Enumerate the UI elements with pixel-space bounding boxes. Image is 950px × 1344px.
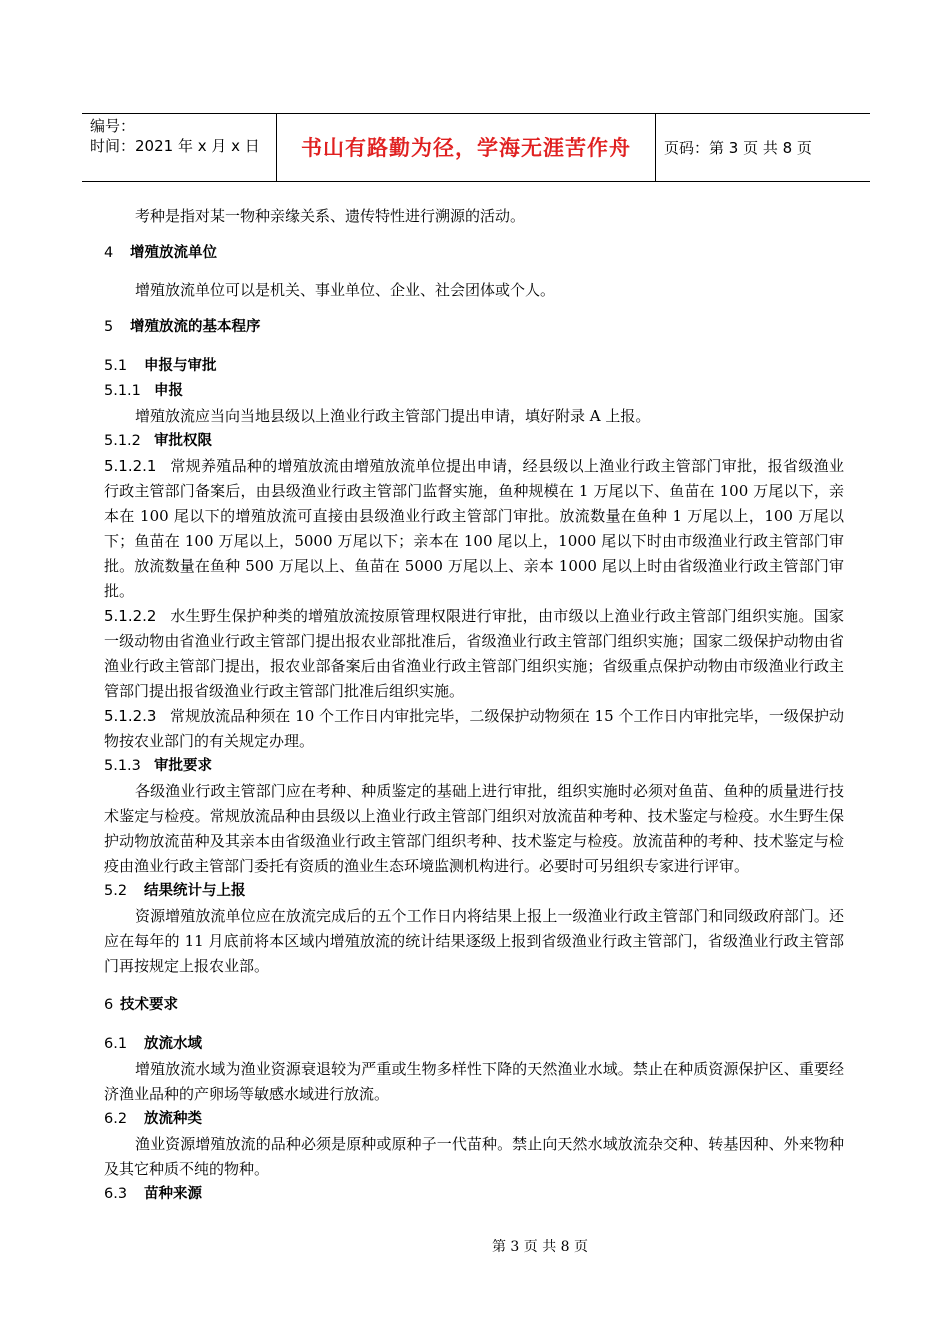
section-title: 审批权限 [154, 433, 212, 449]
clause-number: 5.1.2.2 [104, 607, 157, 625]
page-footer: 第 3 页 共 8 页 [491, 1239, 589, 1255]
header-meta [90, 116, 260, 156]
section-title: 申报与审批 [144, 358, 217, 374]
section-number: 5.1.3 [104, 758, 141, 774]
section-title: 增殖放流的基本程序 [130, 319, 261, 335]
header-divider-left [276, 113, 277, 181]
section-5-2-heading [104, 879, 844, 904]
section-number: 5.1 [104, 358, 128, 374]
clause-text: 水生野生保护种类的增殖放流按原管理权限进行审批，由市级以上渔业行政主管部门组织实施。国家一级动物由省渔业行政主管部门提出报农业部批准后，省级渔业行政主管部门组织实施；国家二级保护动物由省渔业行政主管部门提出，报农业部备案后由省渔业行政主管部门组织实施；省级重点保护动物由市级渔业行政主管部门提出报省级渔业行政主管部门批准后组织实施。 [104, 607, 844, 700]
section-number: 5.2 [104, 883, 128, 899]
section-5-heading [104, 315, 844, 340]
section-5-1-3-heading [104, 754, 844, 779]
section-number: 5.1.2 [104, 433, 141, 449]
clause-number: 5.1.2.3 [104, 707, 157, 725]
section-number: 6.1 [104, 1036, 128, 1052]
section-5-1-1-heading [104, 379, 844, 404]
section-5-1-2-3 [104, 704, 844, 754]
section-4-text: 增殖放流单位可以是机关、事业单位、企业、社会团体或个人。 [135, 281, 556, 299]
document-number-label: 编号： [90, 117, 136, 135]
section-5-1-3-text: 各级渔业行政主管部门应在考种、种质鉴定的基础上进行审批，组织实施时必须对鱼苗、鱼种的质量进行技术鉴定与检疫。常规放流品种由县级以上渔业行政主管部门组织对放流苗种考种、技术鉴定与检疫。水生野生保护动物放流苗种及其亲本由省级渔业行政主管部门组织考种、技术鉴定与检疫。放流苗种的考种、技术鉴定与检疫由渔业行政主管部门委托有资质的渔业生态环境监测机构进行。必要时可另组织专家进行评审。 [104, 782, 844, 875]
header-bottom-rule [82, 181, 870, 182]
section-5-1-2-2 [104, 604, 844, 704]
section-title: 审批要求 [154, 758, 212, 774]
section-6-heading [104, 993, 844, 1018]
section-title: 结果统计与上报 [144, 883, 246, 899]
section-6-3-heading [104, 1182, 844, 1207]
document-date: 时间：2021 年 x 月 x 日 [90, 137, 260, 155]
clause-number: 5.1.2.1 [104, 457, 157, 475]
header-divider-right [655, 113, 656, 181]
section-number: 6 [104, 997, 114, 1013]
section-5-1-heading [104, 354, 844, 379]
section-6-2-text: 渔业资源增殖放流的品种必须是原种或原种子一代苗种。禁止向天然水域放流杂交种、转基因种、外来物种及其它种质不纯的物种。 [104, 1135, 844, 1178]
section-6-1-text: 增殖放流水域为渔业资源衰退较为严重或生物多样性下降的天然渔业水域。禁止在种质资源保护区、重要经济渔业品种的产卵场等敏感水域进行放流。 [104, 1060, 844, 1103]
section-5-1-2-1 [104, 454, 844, 604]
header-page-info: 页码：第 3 页 共 8 页 [664, 139, 812, 157]
section-title: 增殖放流单位 [130, 245, 217, 261]
clause-text: 常规养殖品种的增殖放流由增殖放流单位提出申请，经县级以上渔业行政主管部门审批，报省级渔业行政主管部门备案后，由县级渔业行政主管部门监督实施，鱼种规模在 1 万尾以下、鱼苗在 100 万尾以下，亲本在 100 尾以下的增殖放流可直接由县级渔业行政主管部门审批。放流数量在鱼种 1 万尾以上，100 万尾以下；鱼苗在 100 万尾以上，5000 万尾以下；亲本在 100 尾以上，1000 尾以下时由市级渔业行政主管部门审批。放流数量在鱼种 500 万尾以上、鱼苗在 5000 万尾以上、亲本 1000 尾以上时由省级渔业行政主管部门审批。 [104, 457, 844, 600]
clause-text: 常规放流品种须在 10 个工作日内审批完毕，二级保护动物须在 15 个工作日内审批完毕，一级保护动物按农业部门的有关规定办理。 [104, 707, 844, 750]
section-5-2-text: 资源增殖放流单位应在放流完成后的五个工作日内将结果上报上一级渔业行政主管部门和同级政府部门。还应在每年的 11 月底前将本区域内增殖放流的统计结果逐级上报到省级渔业行政主管部门，省级渔业行政主管部门再按规定上报农业部。 [104, 907, 844, 975]
header-motto: 书山有路勤为径，学海无涯苦作舟 [301, 136, 631, 160]
section-number: 5.1.1 [104, 383, 141, 399]
section-5-1-1-text: 增殖放流应当向当地县级以上渔业行政主管部门提出申请，填好附录 A 上报。 [135, 407, 651, 425]
section-4-heading [104, 241, 844, 266]
section-6-1-heading [104, 1032, 844, 1057]
section-number: 5 [104, 319, 114, 335]
section-number: 6.3 [104, 1186, 128, 1202]
section-title: 技术要求 [120, 997, 178, 1013]
paragraph-kaozhong: 考种是指对某一物种亲缘关系、遗传特性进行溯源的活动。 [135, 207, 526, 225]
section-title: 放流种类 [144, 1111, 202, 1127]
header-top-rule [82, 113, 870, 114]
section-number: 4 [104, 245, 114, 261]
section-6-2-heading [104, 1107, 844, 1132]
section-5-1-2-heading [104, 429, 844, 454]
section-title: 申报 [154, 383, 183, 399]
document-body [104, 200, 844, 1207]
section-title: 苗种来源 [144, 1186, 202, 1202]
section-number: 6.2 [104, 1111, 128, 1127]
section-title: 放流水域 [144, 1036, 202, 1052]
